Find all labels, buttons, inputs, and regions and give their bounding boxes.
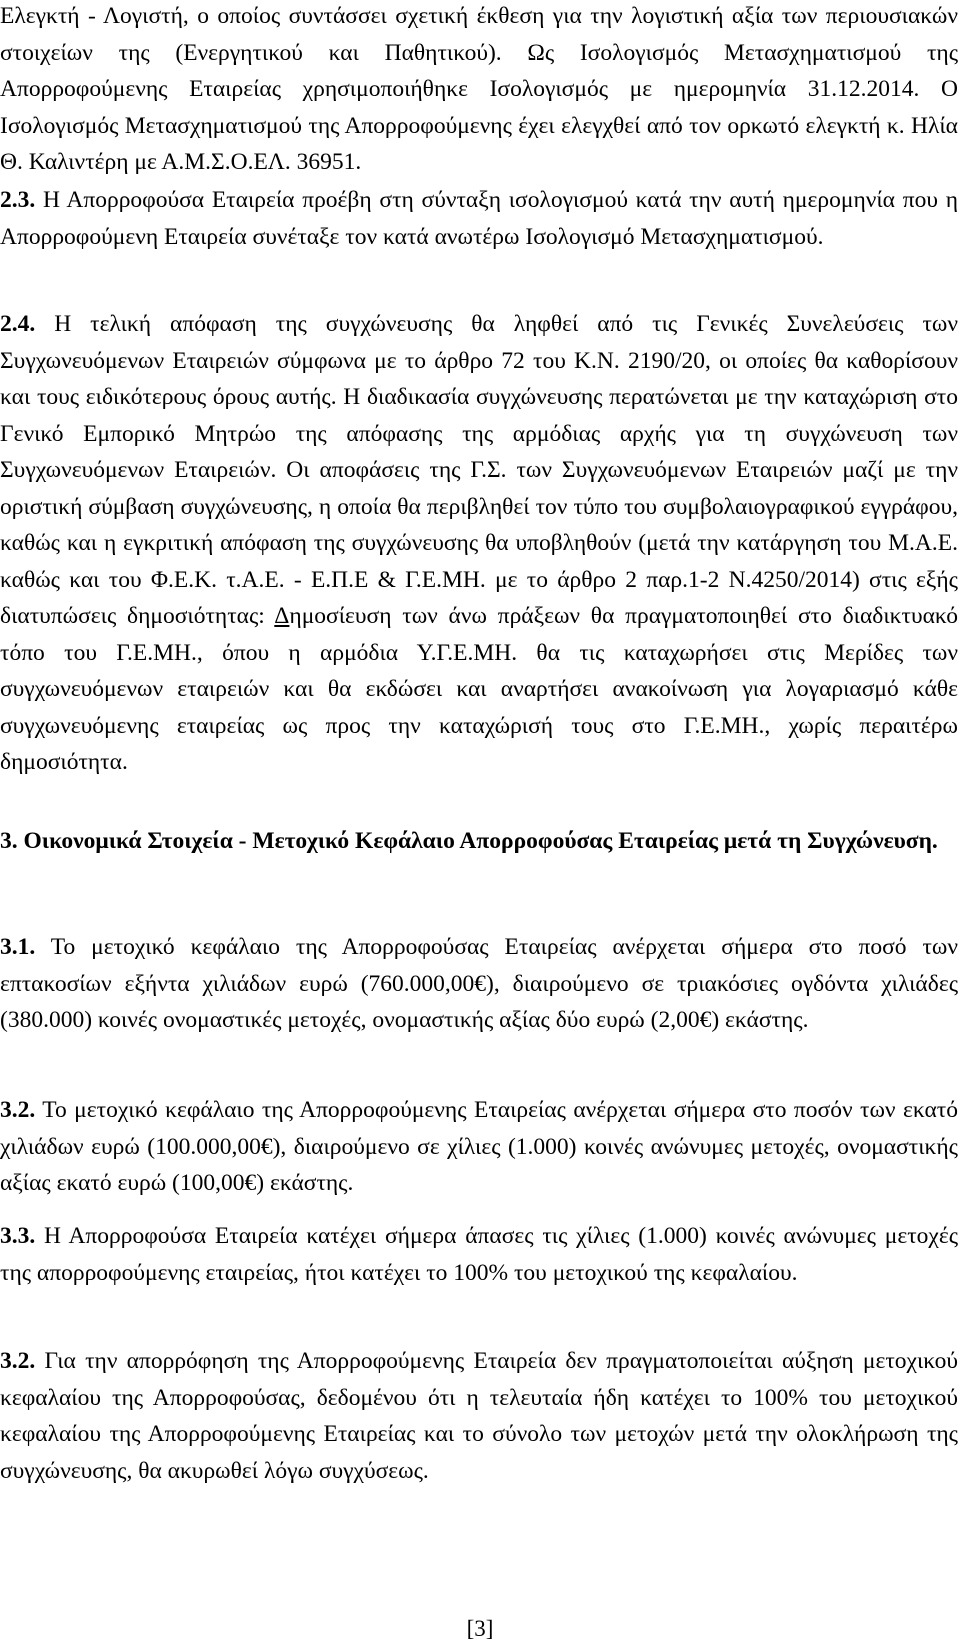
paragraph-3-3 [0,1218,958,1291]
paragraph-text: Η Απορροφούσα Εταιρεία προέβη στη σύνταξη ισολογισμού κατά την αυτή ημερομηνία που η Απορροφούμενη Εταιρεία συνέταξε τον κατά ανωτέρω Ισολογισμό Μετασχηματισμού. [0,187,958,250]
page-number: [3] [466,1616,494,1641]
paragraph-2-3 [0,182,958,255]
paragraph-number: 3.2. [0,1097,36,1123]
paragraph-text: Το μετοχικό κεφάλαιο της Απορροφούσας Εταιρείας ανέρχεται σήμερα στο ποσό των επτακοσίων εξήντα χιλιάδων ευρώ (760.000,00€), διαιρούμενο σε τριακόσιες ογδόντα χιλιάδες (380.000) κοινές ονομαστικές μετοχές, ονομαστικής αξίας δύο ευρώ (2,00€) εκάστης. [0,934,958,1033]
paragraph-3-1 [0,929,958,1039]
paragraph-intro [0,0,958,181]
paragraph-number: 3.2. [0,1348,36,1374]
paragraph-text: Το μετοχικό κεφάλαιο της Απορροφούμενης Εταιρείας ανέρχεται σήμερα στο ποσόν των εκατό χιλιάδων ευρώ (100.000,00€), διαιρούμενο σε χίλιες (1.000) κοινές ανώνυμες μετοχές, ονομαστικής αξίας εκατό ευρώ (100,00€) εκάστης. [0,1097,958,1196]
paragraph-text: Για την απορρόφηση της Απορροφούμενης Εταιρεία δεν πραγματοποιείται αύξηση μετοχικού κεφαλαίου της Απορροφούσας, δεδομένου ότι η τελευταία ήδη κατέχει το 100% του μετοχικού κεφαλαίου της Απορροφούμενης Εταιρείας και το σύνολο των μετοχών μετά την ολοκλήρωση της συγχώνευσης, θα ακυρωθεί λόγω συγχύσεως. [0,1348,958,1484]
paragraph-number: 2.4. [0,311,36,337]
paragraph-text: Η Απορροφούσα Εταιρεία κατέχει σήμερα άπασες τις χίλιες (1.000) κοινές ανώνυμες μετοχές της απορροφούμενης εταιρείας, ήτοι κατέχει το 100% του μετοχικού της κεφαλαίου. [0,1223,958,1286]
paragraph-intro-text: Ελεγκτή - Λογιστή, ο οποίος συντάσσει σχετική έκθεση για την λογιστική αξία των περιουσιακών στοιχείων της (Ενεργητικού και Παθητικού). Ως Ισολογισμός Μετασχηματισμού της Απορροφούμενης Εταιρείας χρησιμοποιήθηκε Ισολογισμός με ημερομηνία 31.12.2014. Ο Ισολογισμός Μετασχηματισμού της Απορροφούμενης έχει ελεγχθεί από τον ορκωτό ελεγκτή κ. Ηλία Θ. Καλιντέρη με Α.Μ.Σ.Ο.ΕΛ. 36951. [0,3,958,175]
paragraph-number: 3.3. [0,1223,36,1249]
paragraph-text: Η τελική απόφαση της συγχώνευσης θα ληφθεί από τις Γενικές Συνελεύσεις των Συγχωνευόμενων Εταιρειών σύμφωνα με το άρθρο 72 του Κ.Ν. 2190/20, οι οποίες θα καθορίσουν και τους ειδικότερους όρους αυτής. Η διαδικασία συγχώνευσης περατώνεται με την καταχώριση στο Γενικό Εμπορικό Μητρώο της απόφασης της αρμόδιας αρχής για τη συγχώνευση των Συγχωνευόμενων Εταιρειών. Οι αποφάσεις της Γ.Σ. των Συγχωνευόμενων Εταιρειών μαζί με την οριστική σύμβαση συγχώνευσης, η οποία θα περιβληθεί τον τύπο του συμβολαιογραφικού εγγράφου, καθώς και η εγκριτική απόφαση της συγχώνευσης θα υποβληθούν (μετά την κατάργηση του Μ.Α.Ε. καθώς και του Φ.Ε.Κ. τ.Α.Ε. - Ε.Π.Ε & Γ.Ε.ΜΗ. με το άρθρο 2 παρ.1-2 Ν.4250/2014) στις εξής διατυπώσεις δημοσιότητας: [0,311,958,629]
paragraph-2-4 [0,306,958,781]
underlined-letter: Δ [274,603,290,629]
paragraph-number: 3.1. [0,934,36,960]
paragraph-number: 2.3. [0,187,36,213]
paragraph-3-2b [0,1343,958,1489]
section-3-heading: 3. Οικονομικά Στοιχεία - Μετοχικό Κεφάλαιο Απορροφούσας Εταιρείας μετά τη Συγχώνευση. [0,828,938,854]
paragraph-text-continued: ημοσίευση των άνω πράξεων θα πραγματοποιηθεί στο διαδικτυακό τόπο του Γ.Ε.ΜΗ., όπου η αρμόδια Υ.Γ.Ε.ΜΗ. θα τις καταχωρήσει στις Μερίδες των συγχωνευόμενων εταιρειών και θα εκδώσει και αναρτήσει ανακοίνωση για λογαριασμό κάθε συγχωνευόμενης εταιρείας ως προς την καταχώρισή τους στο Γ.Ε.ΜΗ., χωρίς περαιτέρω δημοσιότητα. [0,603,958,775]
paragraph-3-2a [0,1092,958,1202]
